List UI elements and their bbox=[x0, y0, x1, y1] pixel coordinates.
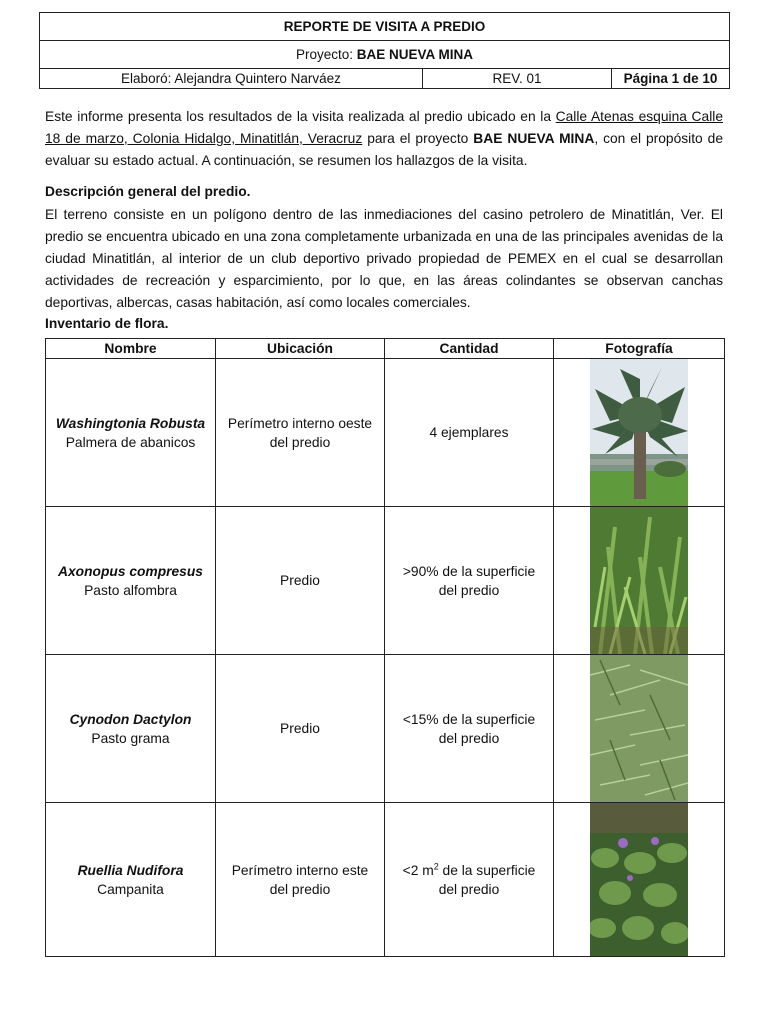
table-row bbox=[46, 803, 725, 957]
revision-cell: REV. 01 bbox=[423, 69, 612, 89]
column-header: Ubicación bbox=[216, 339, 385, 359]
species-name-cell bbox=[46, 359, 216, 507]
ruellia-photo bbox=[590, 803, 688, 956]
location-line: del predio bbox=[269, 434, 331, 450]
species-name-cell bbox=[46, 803, 216, 957]
quantity-line: del predio bbox=[438, 730, 500, 746]
location-cell bbox=[216, 359, 385, 507]
location-line: del predio bbox=[269, 881, 331, 897]
quantity-cell bbox=[385, 507, 554, 655]
photo-cell bbox=[554, 507, 725, 655]
project-name: BAE NUEVA MINA bbox=[356, 47, 474, 62]
author-cell: Elaboró: Alejandra Quintero Narváez bbox=[40, 69, 423, 89]
description-heading: Descripción general del predio. bbox=[45, 184, 251, 199]
species-name-cell bbox=[46, 507, 216, 655]
common-name: Campanita bbox=[97, 881, 164, 897]
column-header: Nombre bbox=[46, 339, 216, 359]
scientific-name: Axonopus compresus bbox=[58, 563, 203, 579]
page-number-cell: Página 1 de 10 bbox=[612, 69, 730, 89]
common-name: Pasto alfombra bbox=[84, 582, 177, 598]
report-header bbox=[39, 12, 730, 89]
quantity-line: del predio bbox=[438, 582, 500, 598]
quantity-line: del predio bbox=[438, 881, 500, 897]
carpet-grass-photo bbox=[590, 507, 688, 654]
intro-project-name: BAE NUEVA MINA bbox=[473, 131, 595, 146]
site-address: Calle Atenas esquina Calle 18 de marzo, Colonia Hidalgo, Minatitlán, Veracruz bbox=[45, 109, 723, 146]
report-title: REPORTE DE VISITA A PREDIO bbox=[40, 13, 730, 41]
scientific-name: Ruellia Nudifora bbox=[77, 862, 184, 878]
intro-text-3: , con el propósito de evaluar su estado actual. A continuación, se resumen los hallazgos de la visita. bbox=[45, 131, 724, 168]
table-row bbox=[46, 359, 725, 507]
table-row bbox=[46, 655, 725, 803]
column-header: Cantidad bbox=[385, 339, 554, 359]
location-line: Perímetro interno este bbox=[231, 862, 369, 878]
location-line: Predio bbox=[280, 573, 320, 588]
quantity-line: >90% de la superficie bbox=[402, 563, 536, 579]
quantity-cell bbox=[385, 803, 554, 957]
location-line: Perímetro interno oeste bbox=[227, 415, 373, 431]
quantity-text: de la superficie bbox=[438, 862, 536, 878]
location-cell bbox=[216, 507, 385, 655]
intro-text-2: para el proyecto bbox=[362, 131, 474, 146]
inventory-heading: Inventario de flora. bbox=[45, 316, 169, 331]
quantity-text: <2 m bbox=[402, 862, 434, 878]
location-line: Predio bbox=[280, 721, 320, 736]
quantity-superscript: 2 bbox=[433, 860, 439, 871]
photo-cell bbox=[554, 655, 725, 803]
photo-cell bbox=[554, 803, 725, 957]
bermuda-grass-photo bbox=[590, 655, 688, 802]
quantity-line: 4 ejemplares bbox=[429, 425, 509, 440]
quantity-line: <15% de la superficie bbox=[402, 711, 536, 727]
species-name-cell bbox=[46, 655, 216, 803]
quantity-line bbox=[385, 861, 553, 880]
photo-cell bbox=[554, 359, 725, 507]
flora-inventory-table bbox=[45, 338, 725, 957]
table-header-row bbox=[46, 339, 725, 359]
project-label: Proyecto: bbox=[295, 47, 353, 62]
common-name: Pasto grama bbox=[91, 730, 170, 746]
scientific-name: Cynodon Dactylon bbox=[69, 711, 192, 727]
description-text: El terreno consiste en un polígono dentro de las inmediaciones del casino petrolero de Minatitlán, Ver. El predio se encuentra ubicado en una zona completamente urbanizada en una de las principales avenidas de la ciudad Minatitlán, al interior de un club deportivo privado propiedad de PEMEX en el cual se desarrollan actividades de recreación y esparcimiento, por lo que, en las áreas colindantes se observan canchas deportivas, albercas, casas habitación, así como locales comerciales. bbox=[45, 207, 723, 310]
column-header: Fotografía bbox=[554, 339, 725, 359]
table-row bbox=[46, 507, 725, 655]
quantity-cell bbox=[385, 359, 554, 507]
quantity-cell bbox=[385, 655, 554, 803]
palm-photo bbox=[590, 359, 688, 506]
location-cell bbox=[216, 655, 385, 803]
common-name: Palmera de abanicos bbox=[65, 434, 196, 450]
intro-paragraph bbox=[45, 106, 723, 172]
intro-text-1: Este informe presenta los resultados de la visita realizada al predio ubicado en la bbox=[45, 109, 556, 124]
project-line bbox=[40, 41, 730, 69]
location-cell bbox=[216, 803, 385, 957]
scientific-name: Washingtonia Robusta bbox=[55, 415, 206, 431]
